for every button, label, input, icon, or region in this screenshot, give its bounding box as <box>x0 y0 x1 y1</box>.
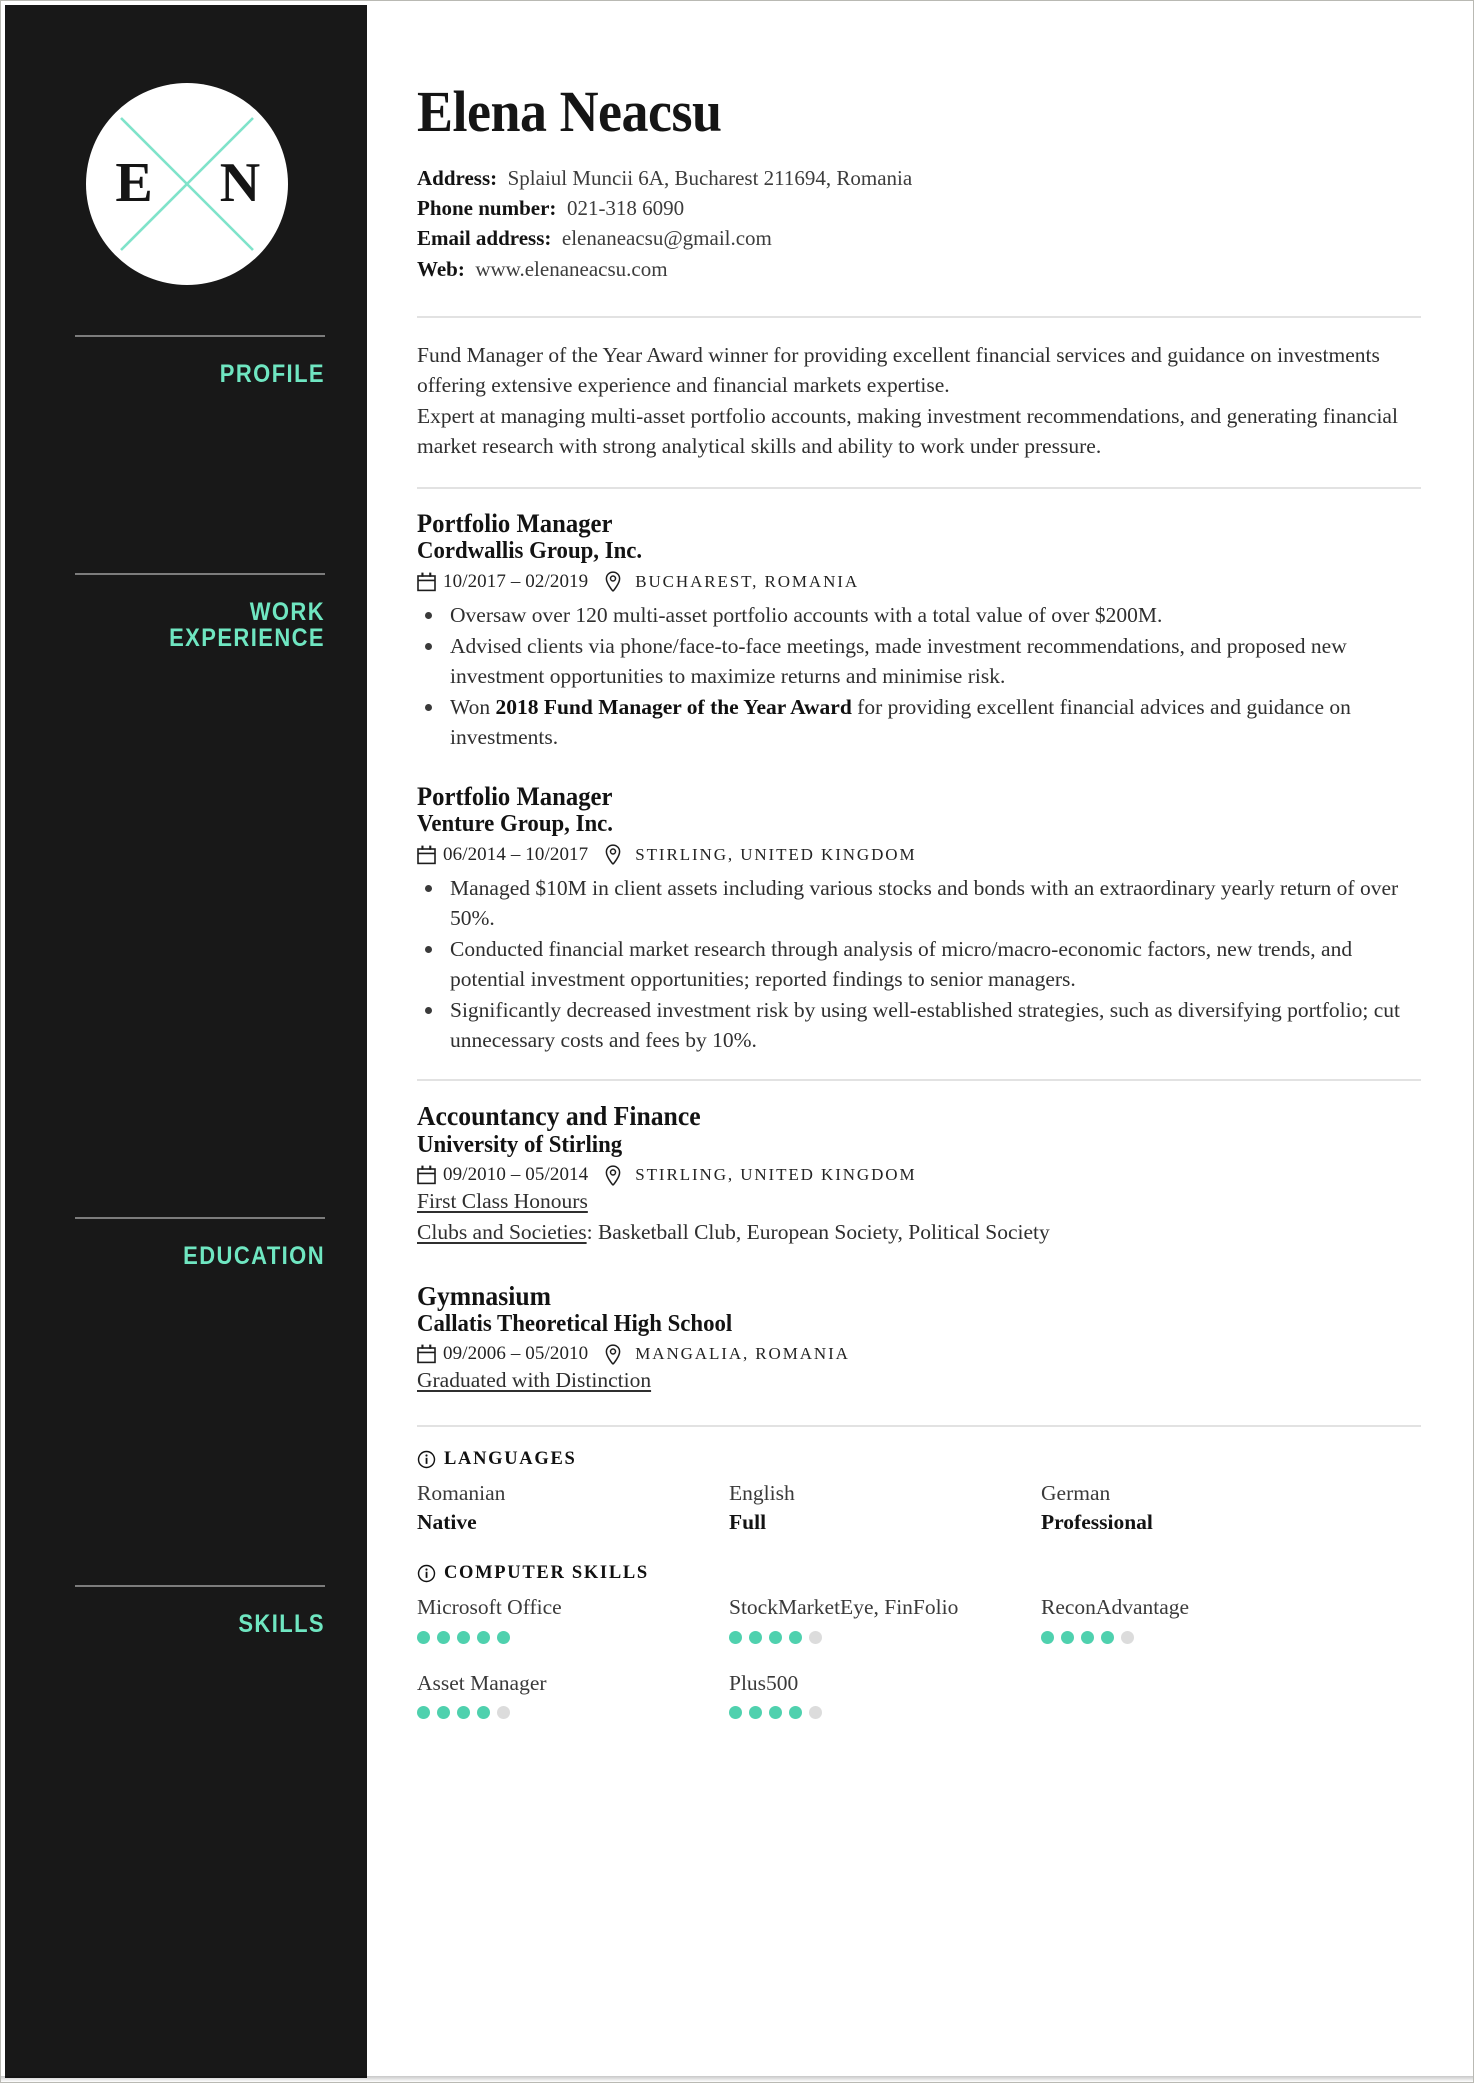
sidebar-label-profile: PROFILE <box>219 360 325 388</box>
contact-row <box>417 193 1421 223</box>
work-entry <box>417 782 1421 1055</box>
contact-value[interactable]: elenaneacsu@gmail.com <box>561 226 772 251</box>
language-level: Full <box>729 1509 767 1534</box>
sidebar-divider <box>75 335 325 337</box>
info-circle-icon <box>417 1564 436 1583</box>
sidebar-item-education[interactable] <box>75 1217 325 1269</box>
education-note-underlined: First Class Honours <box>417 1189 588 1214</box>
skill-rating-dot <box>1061 1631 1074 1644</box>
skill-rating-dot <box>789 1706 802 1719</box>
sidebar-item-skills[interactable] <box>75 1585 325 1637</box>
language-item <box>1041 1480 1353 1537</box>
languages-heading <box>417 1449 1421 1470</box>
contact-row <box>417 254 1421 284</box>
entry-meta <box>417 1164 1421 1186</box>
svg-text:N: N <box>219 152 261 214</box>
job-title: Portfolio Manager <box>417 782 613 812</box>
page-title: Elena Neacsu <box>417 79 722 144</box>
monogram-logo <box>86 83 288 285</box>
sidebar-divider <box>75 573 325 575</box>
map-pin-icon <box>605 571 621 592</box>
computer-skill-name: Asset Manager <box>417 1670 547 1695</box>
computer-skill-name: StockMarketEye, FinFolio <box>729 1594 959 1619</box>
job-bullet: Won 2018 Fund Manager of the Year Award for providing excellent financial advices and guidance on investments. <box>417 692 1421 752</box>
map-pin-icon <box>605 1165 621 1186</box>
section-work-experience <box>417 489 1421 1055</box>
entry-meta <box>417 571 1421 593</box>
sidebar-item-profile[interactable] <box>75 335 325 387</box>
sidebar-item-work-experience[interactable] <box>75 573 325 652</box>
contact-row <box>417 223 1421 253</box>
contact-value[interactable]: 021-318 6090 <box>566 196 685 221</box>
entry-location: BUCHAREST, ROMANIA <box>635 571 859 591</box>
skill-rating-dot <box>417 1631 430 1644</box>
language-name: German <box>1041 1480 1111 1505</box>
calendar-icon <box>417 845 436 865</box>
job-bullet: Conducted financial market research through analysis of micro/macro-economic factors, new trends, and potential investment opportunities; reported findings to senior managers. <box>417 934 1421 994</box>
language-level: Native <box>417 1509 477 1534</box>
job-bullet-list <box>417 873 1421 1056</box>
education-title: Accountancy and Finance <box>417 1101 701 1132</box>
sidebar-label-skills: SKILLS <box>238 1610 325 1638</box>
skill-rating-dot <box>809 1706 822 1719</box>
skill-rating-dot <box>417 1706 430 1719</box>
education-note: Clubs and Societies: Basketball Club, European Society, Political Society <box>417 1220 1050 1245</box>
computer-skill-rating <box>729 1706 1041 1719</box>
contact-value[interactable]: Splaiul Muncii 6A, Bucharest 211694, Romania <box>507 166 913 190</box>
job-bullet: Significantly decreased investment risk by using well-established strategies, such as diversifying portfolio; cut unnecessary costs and fees by 10%. <box>417 995 1421 1055</box>
job-bullet: Advised clients via phone/face-to-face meetings, made investment recommendations, and proposed new investment opportunities to maximize returns and minimise risk. <box>417 631 1421 691</box>
computer-skill-rating <box>1041 1631 1353 1644</box>
contact-details <box>417 163 1421 284</box>
computer-skill-name: Microsoft Office <box>417 1594 562 1619</box>
job-organisation: Cordwallis Group, Inc. <box>417 538 643 565</box>
skill-rating-dot <box>769 1706 782 1719</box>
contact-label: Email address: <box>417 226 552 251</box>
education-organisation: Callatis Theoretical High School <box>417 1310 733 1337</box>
skill-rating-dot <box>477 1706 490 1719</box>
languages-heading-label: LANGUAGES <box>444 1448 577 1469</box>
education-note <box>417 1365 1421 1396</box>
sidebar-label-work: WORK <box>249 598 325 626</box>
computer-skill-item <box>417 1670 729 1746</box>
skill-rating-dot <box>749 1631 762 1644</box>
profile-paragraph-1: Fund Manager of the Year Award winner for providing excellent financial services and guidance on investments offering extensive experience and financial markets expertise. <box>417 342 1380 398</box>
education-title: Gymnasium <box>417 1280 551 1311</box>
education-entry <box>417 1281 1421 1397</box>
contact-row <box>417 163 1421 193</box>
main-column <box>367 5 1469 2078</box>
language-item <box>729 1480 1041 1537</box>
language-name: Romanian <box>417 1480 506 1505</box>
computer-skill-item <box>729 1670 1041 1746</box>
skill-rating-dot <box>769 1631 782 1644</box>
svg-text:E: E <box>115 152 153 214</box>
computer-skills-heading <box>417 1563 1421 1584</box>
skill-rating-dot <box>477 1631 490 1644</box>
language-item <box>417 1480 729 1537</box>
calendar-icon <box>417 1344 436 1364</box>
skill-rating-dot <box>437 1706 450 1719</box>
info-circle-icon <box>417 1450 436 1469</box>
skill-rating-dot <box>1041 1631 1054 1644</box>
education-note-underlined: Clubs and Societies <box>417 1220 587 1245</box>
entry-dates: 09/2006 – 05/2010 <box>443 1343 589 1365</box>
contact-label: Web: <box>417 256 465 281</box>
computer-skill-rating <box>417 1631 729 1644</box>
computer-skill-rating <box>417 1706 729 1719</box>
skill-rating-dot <box>497 1706 510 1719</box>
sidebar-label-experience: EXPERIENCE <box>169 624 325 653</box>
computer-skills-grid <box>417 1594 1421 1746</box>
skill-rating-dot <box>497 1631 510 1644</box>
language-level: Professional <box>1041 1509 1153 1534</box>
education-entry <box>417 1101 1421 1248</box>
entry-meta <box>417 1343 1421 1365</box>
calendar-icon <box>417 1165 436 1185</box>
entry-location: MANGALIA, ROMANIA <box>635 1344 850 1364</box>
skill-rating-dot <box>1121 1631 1134 1644</box>
section-education <box>417 1081 1421 1396</box>
computer-skill-name: Plus500 <box>729 1670 799 1695</box>
entry-meta <box>417 844 1421 866</box>
skill-rating-dot <box>729 1706 742 1719</box>
entry-location: STIRLING, UNITED KINGDOM <box>635 844 917 864</box>
job-organisation: Venture Group, Inc. <box>417 811 613 838</box>
education-note <box>417 1186 1421 1217</box>
computer-skills-heading-label: COMPUTER SKILLS <box>444 1562 649 1583</box>
skill-rating-dot <box>437 1631 450 1644</box>
sidebar-divider <box>75 1217 325 1219</box>
sidebar <box>5 5 367 2078</box>
entry-dates: 10/2017 – 02/2019 <box>443 570 589 592</box>
sidebar-divider <box>75 1585 325 1587</box>
contact-value[interactable]: www.elenaneacsu.com <box>475 256 668 281</box>
education-organisation: University of Stirling <box>417 1131 623 1158</box>
entry-dates: 09/2010 – 05/2014 <box>443 1164 589 1186</box>
skill-rating-dot <box>457 1706 470 1719</box>
job-title: Portfolio Manager <box>417 509 613 538</box>
sidebar-label-education: EDUCATION <box>183 1242 325 1270</box>
computer-skill-item <box>1041 1594 1353 1670</box>
section-profile <box>417 318 1421 462</box>
skill-rating-dot <box>809 1631 822 1644</box>
work-entry <box>417 509 1421 752</box>
map-pin-icon <box>605 844 621 865</box>
languages-grid <box>417 1480 1421 1537</box>
job-bullet: Oversaw over 120 multi-asset portfolio accounts with a total value of over $200M. <box>417 600 1421 630</box>
contact-label: Phone number: <box>417 196 557 221</box>
computer-skill-rating <box>729 1631 1041 1644</box>
computer-skill-name: ReconAdvantage <box>1041 1594 1190 1619</box>
contact-label: Address: <box>417 166 498 190</box>
map-pin-icon <box>605 1344 621 1365</box>
skill-rating-dot <box>729 1631 742 1644</box>
job-bullet-list <box>417 600 1421 752</box>
education-note-underlined: Graduated with Distinction <box>417 1368 652 1393</box>
entry-location: STIRLING, UNITED KINGDOM <box>635 1165 917 1185</box>
calendar-icon <box>417 572 436 592</box>
skill-rating-dot <box>749 1706 762 1719</box>
language-name: English <box>729 1480 795 1505</box>
skill-rating-dot <box>789 1631 802 1644</box>
skill-rating-dot <box>1081 1631 1094 1644</box>
skill-rating-dot <box>457 1631 470 1644</box>
job-bullet: Managed $10M in client assets including various stocks and bonds with an extraordinary yearly return of over 50%. <box>417 873 1421 933</box>
computer-skill-item <box>417 1594 729 1670</box>
profile-paragraph-2: Expert at managing multi-asset portfolio accounts, making investment recommendations, and generating financial market research with strong analytical skills and ability to work under pressure. <box>417 403 1398 459</box>
skill-rating-dot <box>1101 1631 1114 1644</box>
section-skills <box>417 1427 1421 1746</box>
computer-skill-item <box>729 1594 1041 1670</box>
entry-dates: 06/2014 – 10/2017 <box>443 843 589 865</box>
